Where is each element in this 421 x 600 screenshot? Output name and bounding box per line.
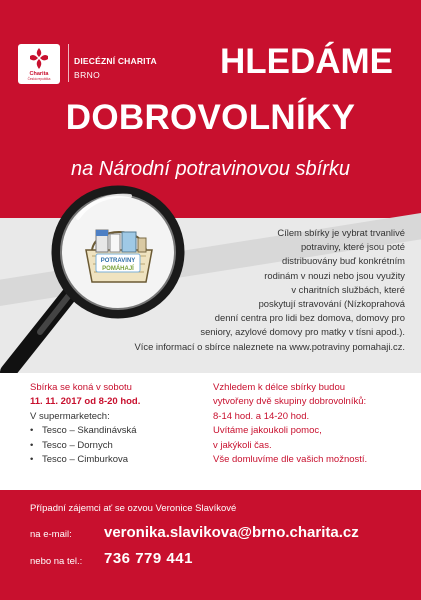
event-intro: Sbírka se koná v sobotu	[30, 382, 132, 393]
volunteer-line: vytvořeny dvě skupiny dobrovolníků:	[213, 396, 367, 408]
contact-intro: Případní zájemci ať se ozvou Veronice Slavíkové	[30, 503, 237, 514]
bullet-icon: •	[30, 439, 34, 451]
volunteer-line: Uvítáme jakoukoli pomoc,	[213, 425, 322, 437]
headline-subtitle: na Národní potravinovou sbírku	[70, 158, 351, 180]
volunteer-line: Vše domluvíme dle vašich možností.	[213, 454, 368, 466]
bullet-icon: •	[30, 425, 34, 437]
store-name: Tesco – Skandinávská	[42, 425, 137, 437]
store-item	[30, 439, 200, 453]
description-line: Více informací o sbírce naleznete na www.potraviny pomahaji.cz.	[134, 340, 405, 352]
email-label: na e-mail:	[30, 529, 72, 540]
store-name: Tesco – Cimburkova	[42, 454, 129, 466]
org-city: BRNO	[74, 70, 101, 80]
phone-value[interactable]: 736 779 441	[104, 550, 193, 567]
store-item	[30, 424, 200, 438]
volunteer-line: v jakýkoli čas.	[213, 439, 272, 451]
store-item	[30, 453, 200, 467]
basket-label-bottom: POMÁHAJÍ	[102, 266, 134, 272]
logo-text: Charita	[29, 71, 49, 77]
event-details	[30, 381, 200, 467]
headline-line-1: HLEDÁME	[219, 42, 393, 81]
org-name: DIECÉZNÍ CHARITA	[74, 56, 157, 66]
description-line: v charitních službách, které	[291, 283, 405, 295]
store-name: Tesco – Dornych	[42, 439, 113, 451]
event-date: 11. 11. 2017 od 8-20 hod.	[30, 396, 141, 408]
headline-line-2: DOBROVOLNÍKY	[65, 98, 356, 137]
description-line: potraviny, které jsou poté	[300, 241, 405, 253]
description-line: rodinám v nouzi nebo jsou využity	[264, 269, 405, 281]
bullet-icon: •	[30, 454, 34, 466]
volunteer-details	[213, 381, 413, 467]
email-value[interactable]: veronika.slavikova@brno.charita.cz	[104, 524, 359, 541]
basket-label-top: POTRAVINY	[100, 258, 136, 264]
info-section	[0, 373, 421, 490]
description-line: Cílem sbírky je vybrat trvanlivé	[277, 227, 405, 238]
phone-label: nebo na tel.:	[30, 556, 83, 567]
description-line: denní centra pro lidi bez domova, domovy pro	[214, 312, 405, 324]
stores-heading: V supermarketech:	[30, 410, 110, 422]
description-line: distribuovány buď konkrétním	[281, 255, 405, 267]
logo-subtext: Česká republika	[27, 77, 51, 81]
volunteer-line: 8-14 hod. a 14-20 hod.	[213, 410, 310, 422]
description-line: poskytují stravování (Nízkoprahová	[258, 298, 405, 310]
volunteer-line: Vzhledem k délce sbírky budou	[213, 382, 346, 393]
description-line: seniory, azylové domovy pro matky v tísni apod.).	[200, 326, 405, 338]
description-text	[45, 226, 405, 354]
